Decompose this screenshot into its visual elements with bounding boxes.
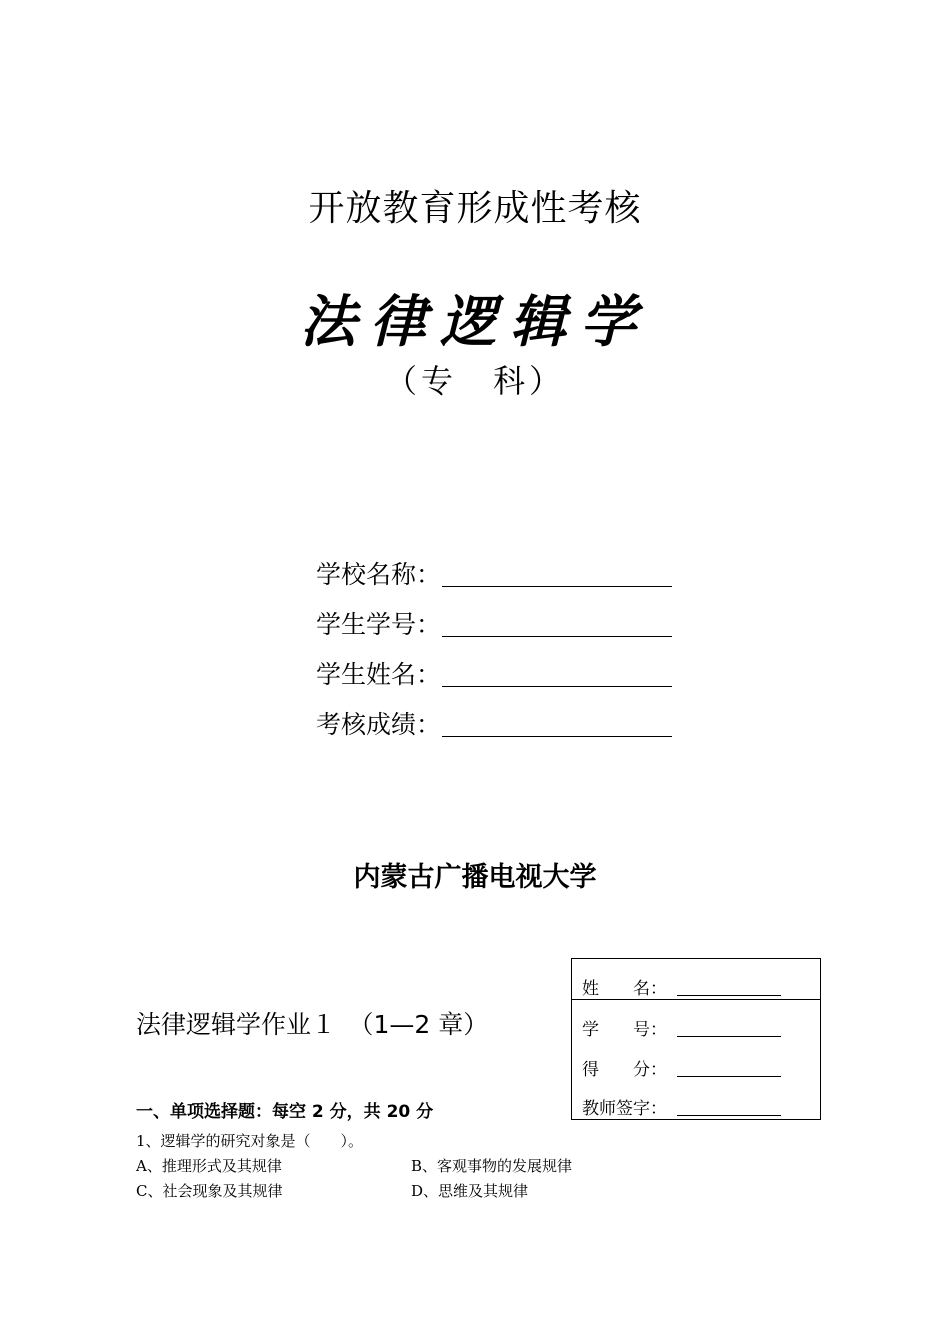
student-id-field (316, 606, 672, 640)
score-box-divider (572, 999, 820, 1000)
student-name-field (316, 656, 672, 690)
school-name-field (316, 556, 672, 590)
question-1-option-a: A、推理形式及其规律 (136, 1157, 282, 1175)
score-box-id-blank[interactable] (677, 1036, 781, 1037)
score-box-score-blank[interactable] (677, 1076, 781, 1077)
homework-title: 法律逻辑学作业１ （1—2 章） (136, 1010, 489, 1039)
student-id-blank[interactable] (442, 636, 672, 637)
section-title: 一、单项选择题：每空 2 分，共 20 分 (136, 1102, 434, 1122)
score-box-id-label: 学 号： (582, 1020, 667, 1040)
score-box-score-label: 得 分： (582, 1060, 667, 1080)
student-name-label: 学生姓名： (316, 660, 442, 689)
question-1-option-c: C、社会现象及其规律 (136, 1182, 283, 1200)
score-box-score-row (582, 1056, 781, 1080)
school-name-blank[interactable] (442, 586, 672, 587)
assessment-score-label: 考核成绩： (316, 710, 442, 739)
score-box-name-blank[interactable] (677, 995, 781, 996)
question-1-option-b: B、客观事物的发展规律 (411, 1157, 573, 1175)
student-name-blank[interactable] (442, 686, 672, 687)
student-id-label: 学生学号： (316, 610, 442, 639)
cover-header-title: 开放教育形成性考核 (308, 188, 642, 229)
score-box (571, 958, 821, 1120)
question-1-option-d: D、思维及其规律 (411, 1182, 529, 1200)
assessment-score-blank[interactable] (442, 736, 672, 737)
course-level: （专 科） (384, 362, 565, 400)
university-name: 内蒙古广播电视大学 (353, 862, 597, 893)
score-box-name-row (582, 975, 781, 999)
score-box-teacher-label: 教师签字： (582, 1099, 667, 1119)
score-box-name-label: 姓 名： (582, 979, 667, 999)
question-1-text: 1、逻辑学的研究对象是（ ）。 (136, 1132, 364, 1150)
score-box-teacher-row (582, 1095, 781, 1119)
course-title: 法律逻辑学 (300, 289, 650, 355)
score-box-teacher-blank[interactable] (677, 1115, 781, 1116)
score-box-id-row (582, 1016, 781, 1040)
assessment-score-field (316, 706, 672, 740)
school-name-label: 学校名称： (316, 560, 442, 589)
